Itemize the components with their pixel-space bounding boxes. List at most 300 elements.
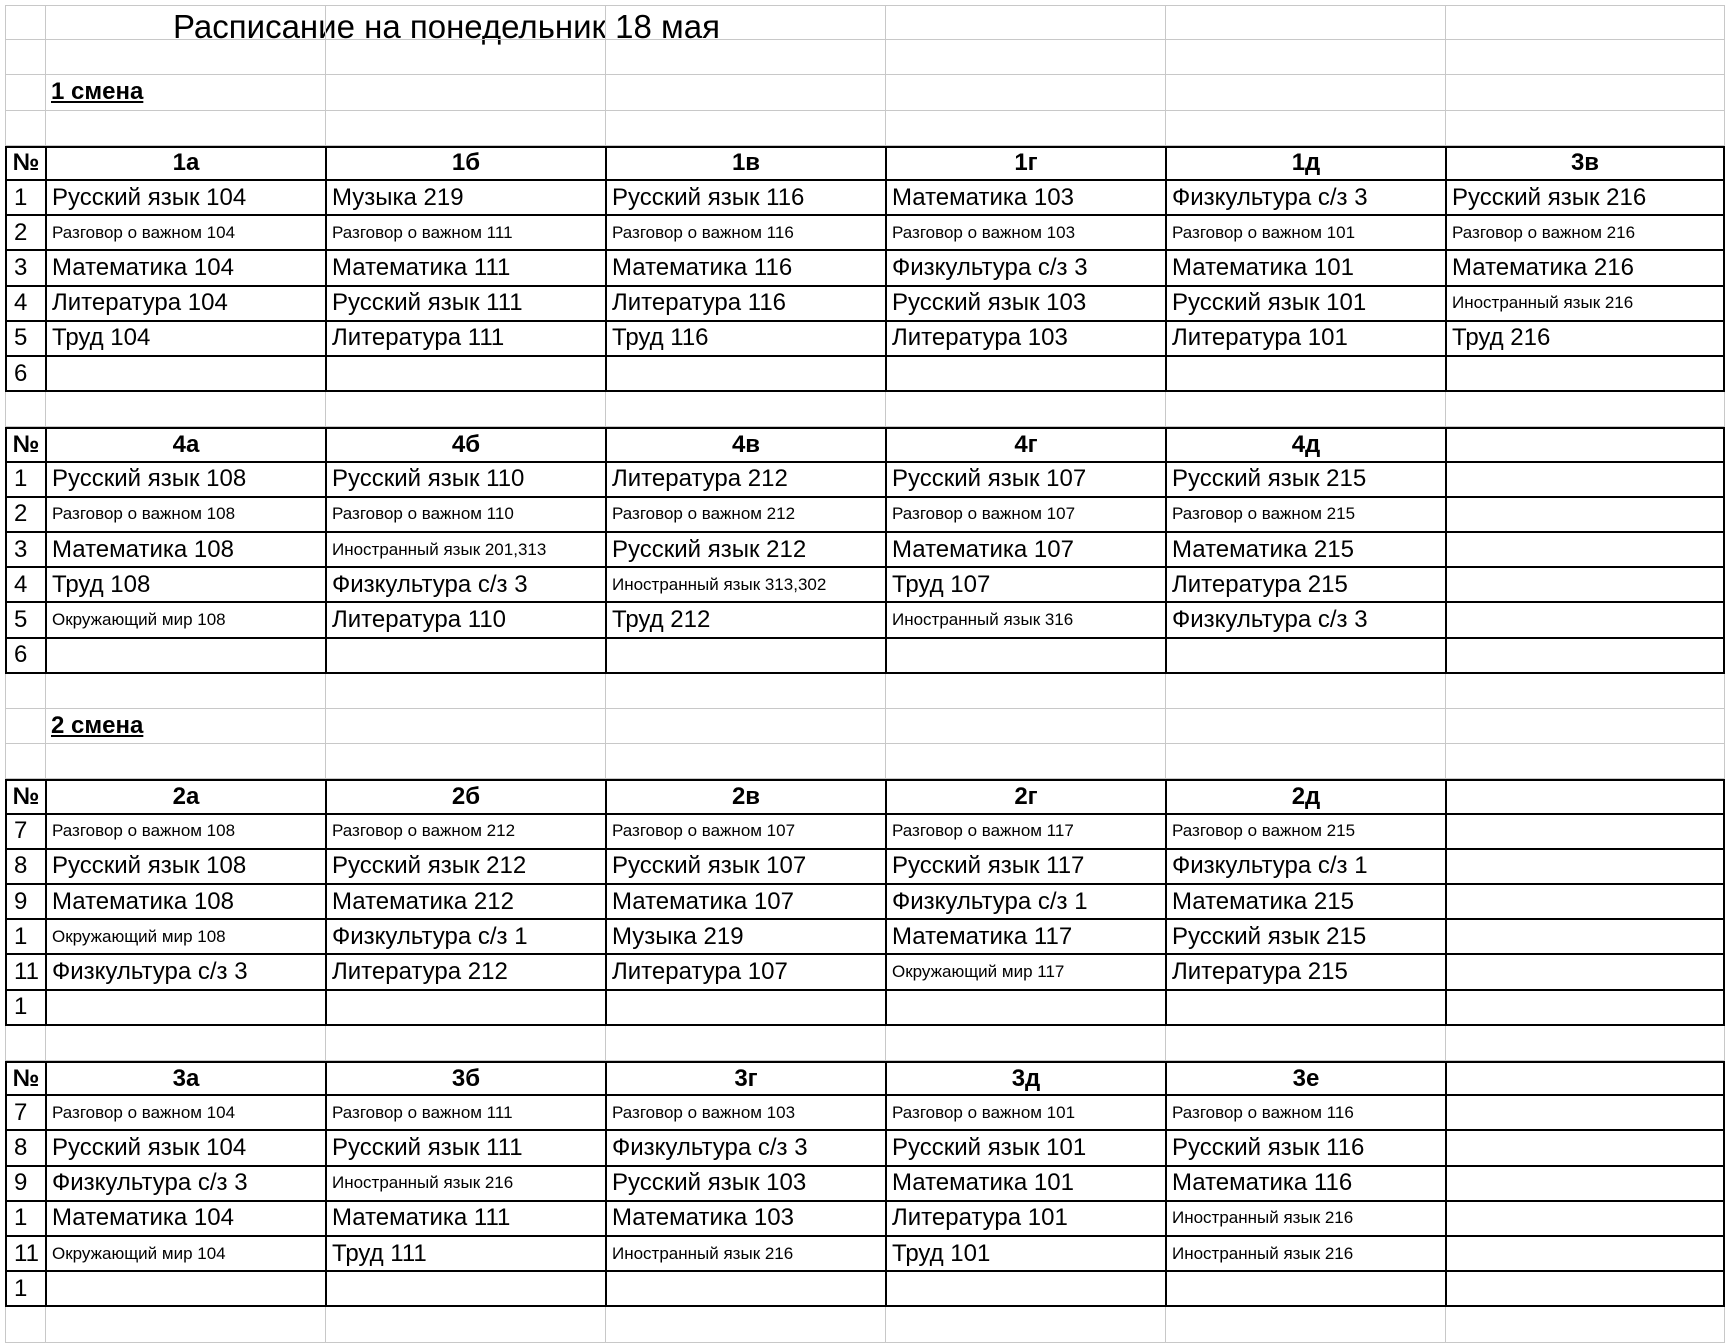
class-header-row [5,427,1725,462]
class-header[interactable]: 1в [605,146,885,181]
class-header[interactable]: 1г [885,146,1165,181]
lesson-cell[interactable]: Литература 110 [325,603,605,638]
lesson-cell[interactable] [45,357,325,392]
empty-cell[interactable] [325,111,605,146]
lesson-cell[interactable]: Математика 101 [1165,251,1445,286]
lesson-cell[interactable] [1445,533,1725,568]
lesson-cell[interactable] [1445,1272,1725,1307]
lesson-cell[interactable]: Русский язык 107 [605,850,885,885]
empty-cell[interactable] [45,744,325,779]
class-header[interactable]: 4г [885,427,1165,462]
lesson-cell[interactable]: Разговор о важном 108 [45,498,325,533]
lesson-cell[interactable]: Иностранный язык 316 [885,603,1165,638]
table-row [5,920,1725,955]
class-header[interactable]: 3г [605,1061,885,1096]
empty-cell[interactable] [1165,392,1445,427]
lesson-cell[interactable]: Математика 111 [325,1202,605,1237]
lesson-cell[interactable]: Русский язык 108 [45,850,325,885]
lesson-cell[interactable]: Русский язык 111 [325,287,605,322]
lesson-cell[interactable]: Разговор о важном 111 [325,1096,605,1131]
lesson-cell[interactable]: Разговор о важном 103 [885,216,1165,251]
empty-cell[interactable] [885,709,1165,744]
class-header[interactable]: 3а [45,1061,325,1096]
lesson-cell[interactable]: Математика 116 [605,251,885,286]
lesson-number[interactable]: 9 [5,885,45,920]
class-header-row [5,1061,1725,1096]
lesson-cell[interactable]: Литература 101 [1165,322,1445,357]
lesson-cell[interactable]: Математика 108 [45,885,325,920]
lesson-cell[interactable] [885,357,1165,392]
empty-cell[interactable] [885,392,1165,427]
lesson-number[interactable]: 8 [5,850,45,885]
lesson-cell[interactable]: Русский язык 103 [885,287,1165,322]
empty-cell[interactable] [885,1026,1165,1061]
lesson-cell[interactable]: Математика 103 [885,181,1165,216]
empty-cell[interactable] [885,744,1165,779]
empty-cell[interactable] [1165,75,1445,110]
empty-cell[interactable] [1445,75,1725,110]
lesson-cell[interactable]: Разговор о важном 117 [885,815,1165,850]
empty-cell[interactable] [5,1307,45,1342]
number-header[interactable]: № [5,779,45,814]
table-row [5,603,1725,638]
lesson-cell[interactable] [1445,357,1725,392]
class-header[interactable]: 3е [1165,1061,1445,1096]
class-header[interactable]: 4а [45,427,325,462]
lesson-cell[interactable]: Математика 215 [1165,885,1445,920]
empty-cell[interactable] [605,674,885,709]
lesson-number[interactable]: 7 [5,1096,45,1131]
lesson-cell[interactable] [1165,639,1445,674]
section-row [5,75,1725,110]
empty-cell[interactable] [605,5,885,40]
lesson-cell[interactable] [1445,1167,1725,1202]
class-header[interactable]: 2а [45,779,325,814]
class-header[interactable]: 1б [325,146,605,181]
lesson-cell[interactable]: Разговор о важном 110 [325,498,605,533]
empty-cell[interactable] [1165,1307,1445,1342]
lesson-cell[interactable] [1445,463,1725,498]
lesson-cell[interactable]: Русский язык 103 [605,1167,885,1202]
lesson-cell[interactable] [325,1272,605,1307]
empty-cell[interactable] [1165,40,1445,75]
empty-cell[interactable] [325,1026,605,1061]
lesson-cell[interactable]: Труд 101 [885,1237,1165,1272]
lesson-cell[interactable]: Русский язык 215 [1165,920,1445,955]
empty-cell[interactable] [605,392,885,427]
lesson-cell[interactable]: Музыка 219 [325,181,605,216]
lesson-number[interactable]: 6 [5,639,45,674]
empty-cell[interactable] [1445,40,1725,75]
empty-cell[interactable] [1165,1026,1445,1061]
lesson-cell[interactable]: Труд 116 [605,322,885,357]
lesson-cell[interactable] [1445,885,1725,920]
class-header[interactable]: 3д [885,1061,1165,1096]
class-header[interactable] [1445,1061,1725,1096]
lesson-cell[interactable] [605,1272,885,1307]
empty-cell[interactable] [605,744,885,779]
empty-cell[interactable] [45,674,325,709]
empty-cell[interactable] [605,1026,885,1061]
lesson-cell[interactable]: Иностранный язык 216 [605,1237,885,1272]
lesson-number[interactable]: 1 [5,991,45,1026]
lesson-cell[interactable] [1165,991,1445,1026]
empty-cell[interactable] [885,40,1165,75]
lesson-cell[interactable] [1445,639,1725,674]
lesson-number[interactable]: 3 [5,251,45,286]
lesson-cell[interactable] [1445,815,1725,850]
empty-cell[interactable] [1445,392,1725,427]
lesson-cell[interactable]: Математика 117 [885,920,1165,955]
lesson-cell[interactable]: Математика 216 [1445,251,1725,286]
lesson-cell[interactable] [1445,1202,1725,1237]
lesson-number[interactable]: 1 [5,920,45,955]
lesson-cell[interactable]: Физкультура с/з 1 [1165,850,1445,885]
empty-cell[interactable] [1165,111,1445,146]
lesson-cell[interactable] [1445,1131,1725,1166]
table-row [5,991,1725,1026]
empty-cell[interactable] [605,709,885,744]
lesson-cell[interactable]: Русский язык 215 [1165,463,1445,498]
empty-cell[interactable] [1445,1026,1725,1061]
empty-cell[interactable] [325,1307,605,1342]
lesson-cell[interactable]: Русский язык 212 [325,850,605,885]
section-label[interactable]: 1 смена [45,75,325,110]
lesson-cell[interactable]: Труд 212 [605,603,885,638]
lesson-cell[interactable]: Разговор о важном 108 [45,815,325,850]
number-header[interactable]: № [5,146,45,181]
empty-cell[interactable] [325,709,605,744]
lesson-cell[interactable]: Иностранный язык 216 [1165,1237,1445,1272]
table-row [5,463,1725,498]
class-header-row [5,146,1725,181]
lesson-cell[interactable]: Литература 212 [605,463,885,498]
lesson-number[interactable]: 1 [5,1272,45,1307]
lesson-cell[interactable] [1445,1096,1725,1131]
blank-row [5,674,1725,709]
lesson-cell[interactable] [605,357,885,392]
lesson-cell[interactable] [1165,1272,1445,1307]
table-row [5,533,1725,568]
table-row [5,815,1725,850]
lesson-cell[interactable]: Математика 116 [1165,1167,1445,1202]
class-header[interactable]: 3б [325,1061,605,1096]
empty-cell[interactable] [325,5,605,40]
lesson-cell[interactable]: Литература 111 [325,322,605,357]
empty-cell[interactable] [5,40,45,75]
lesson-cell[interactable] [325,639,605,674]
lesson-cell[interactable]: Разговор о важном 116 [605,216,885,251]
lesson-cell[interactable] [885,991,1165,1026]
lesson-number[interactable]: 2 [5,498,45,533]
lesson-cell[interactable]: Разговор о важном 103 [605,1096,885,1131]
lesson-cell[interactable] [605,991,885,1026]
lesson-cell[interactable]: Русский язык 104 [45,181,325,216]
lesson-cell[interactable]: Математика 104 [45,1202,325,1237]
lesson-cell[interactable]: Разговор о важном 215 [1165,815,1445,850]
lesson-cell[interactable]: Математика 104 [45,251,325,286]
lesson-cell[interactable]: Физкультура с/з 3 [605,1131,885,1166]
blank-row [5,111,1725,146]
empty-cell[interactable] [1445,709,1725,744]
lesson-cell[interactable]: Иностранный язык 201,313 [325,533,605,568]
lesson-cell[interactable]: Математика 103 [605,1202,885,1237]
empty-cell[interactable] [885,674,1165,709]
lesson-number[interactable]: 5 [5,322,45,357]
lesson-cell[interactable]: Труд 104 [45,322,325,357]
lesson-cell[interactable]: Разговор о важном 212 [605,498,885,533]
empty-cell[interactable] [605,75,885,110]
lesson-cell[interactable]: Математика 212 [325,885,605,920]
table-row [5,1131,1725,1166]
lesson-cell[interactable]: Литература 116 [605,287,885,322]
lesson-cell[interactable] [1445,920,1725,955]
blank-row [5,1026,1725,1061]
lesson-number[interactable]: 3 [5,533,45,568]
blank-row [5,392,1725,427]
lesson-cell[interactable]: Труд 216 [1445,322,1725,357]
class-header[interactable]: 4д [1165,427,1445,462]
lesson-cell[interactable]: Математика 111 [325,251,605,286]
empty-cell[interactable] [1445,744,1725,779]
lesson-number[interactable]: 1 [5,181,45,216]
lesson-cell[interactable] [1445,955,1725,990]
lesson-cell[interactable]: Русский язык 111 [325,1131,605,1166]
lesson-cell[interactable]: Окружающий мир 108 [45,920,325,955]
empty-cell[interactable] [5,111,45,146]
empty-cell[interactable] [45,392,325,427]
lesson-number[interactable]: 7 [5,815,45,850]
lesson-cell[interactable]: Разговор о важном 107 [885,498,1165,533]
lesson-cell[interactable]: Математика 107 [885,533,1165,568]
empty-cell[interactable] [45,5,325,40]
class-header[interactable]: 3в [1445,146,1725,181]
empty-cell[interactable] [5,744,45,779]
empty-cell[interactable] [325,392,605,427]
class-header[interactable] [1445,427,1725,462]
empty-cell[interactable] [325,744,605,779]
table-row [5,1272,1725,1307]
lesson-cell[interactable]: Русский язык 110 [325,463,605,498]
lesson-cell[interactable] [45,1272,325,1307]
number-header[interactable]: № [5,427,45,462]
lesson-number[interactable]: 5 [5,603,45,638]
empty-cell[interactable] [885,1307,1165,1342]
number-header[interactable]: № [5,1061,45,1096]
empty-cell[interactable] [5,674,45,709]
lesson-number[interactable]: 1 [5,1202,45,1237]
table-row [5,1167,1725,1202]
lesson-cell[interactable] [1445,603,1725,638]
table-row [5,287,1725,322]
lesson-number[interactable]: 9 [5,1167,45,1202]
empty-cell[interactable] [605,1307,885,1342]
lesson-cell[interactable] [1165,357,1445,392]
class-header[interactable] [1445,779,1725,814]
table-row [5,850,1725,885]
lesson-number[interactable]: 11 [5,955,45,990]
class-header-row [5,779,1725,814]
empty-cell[interactable] [45,1026,325,1061]
class-header[interactable]: 2в [605,779,885,814]
lesson-cell[interactable]: Разговор о важном 107 [605,815,885,850]
lesson-cell[interactable]: Физкультура с/з 1 [325,920,605,955]
lesson-cell[interactable]: Физкультура с/з 3 [1165,603,1445,638]
empty-cell[interactable] [45,111,325,146]
table-row [5,639,1725,674]
lesson-cell[interactable]: Литература 107 [605,955,885,990]
lesson-cell[interactable] [1445,1237,1725,1272]
title-row [5,5,1725,40]
lesson-cell[interactable]: Окружающий мир 104 [45,1237,325,1272]
lesson-cell[interactable]: Разговор о важном 101 [1165,216,1445,251]
lesson-cell[interactable]: Литература 101 [885,1202,1165,1237]
table-row [5,216,1725,251]
lesson-cell[interactable]: Математика 101 [885,1167,1165,1202]
lesson-cell[interactable]: Разговор о важном 111 [325,216,605,251]
section-row [5,709,1725,744]
table-row [5,885,1725,920]
empty-cell[interactable] [5,5,45,40]
blank-row [5,744,1725,779]
lesson-cell[interactable]: Иностранный язык 216 [1445,287,1725,322]
lesson-cell[interactable] [1445,568,1725,603]
lesson-cell[interactable]: Разговор о важном 216 [1445,216,1725,251]
empty-cell[interactable] [605,111,885,146]
empty-cell[interactable] [885,75,1165,110]
lesson-cell[interactable] [325,991,605,1026]
empty-cell[interactable] [1165,674,1445,709]
lesson-number[interactable]: 2 [5,216,45,251]
lesson-cell[interactable]: Литература 104 [45,287,325,322]
section-label[interactable]: 2 смена [45,709,325,744]
table-row [5,357,1725,392]
empty-cell[interactable] [325,40,605,75]
empty-cell[interactable] [325,674,605,709]
lesson-number[interactable]: 6 [5,357,45,392]
empty-cell[interactable] [1165,709,1445,744]
lesson-cell[interactable]: Математика 107 [605,885,885,920]
lesson-cell[interactable] [1445,498,1725,533]
lesson-cell[interactable]: Труд 108 [45,568,325,603]
lesson-cell[interactable]: Литература 103 [885,322,1165,357]
lesson-cell[interactable]: Физкультура с/з 1 [885,885,1165,920]
empty-cell[interactable] [885,111,1165,146]
lesson-cell[interactable]: Физкультура с/з 3 [1165,181,1445,216]
lesson-cell[interactable]: Иностранный язык 216 [325,1167,605,1202]
empty-cell[interactable] [605,40,885,75]
lesson-cell[interactable]: Литература 215 [1165,955,1445,990]
lesson-cell[interactable] [45,639,325,674]
lesson-number[interactable]: 1 [5,463,45,498]
lesson-cell[interactable]: Разговор о важном 104 [45,1096,325,1131]
lesson-cell[interactable]: Труд 111 [325,1237,605,1272]
lesson-cell[interactable] [325,357,605,392]
lesson-cell[interactable]: Математика 108 [45,533,325,568]
lesson-cell[interactable]: Русский язык 216 [1445,181,1725,216]
empty-cell[interactable] [1445,674,1725,709]
lesson-cell[interactable]: Физкультура с/з 3 [45,955,325,990]
lesson-cell[interactable]: Математика 215 [1165,533,1445,568]
lesson-number[interactable]: 8 [5,1131,45,1166]
empty-cell[interactable] [1445,111,1725,146]
lesson-cell[interactable]: Труд 107 [885,568,1165,603]
lesson-cell[interactable]: Разговор о важном 101 [885,1096,1165,1131]
lesson-cell[interactable]: Физкультура с/з 3 [885,251,1165,286]
lesson-cell[interactable] [885,1272,1165,1307]
table-row [5,251,1725,286]
table-row [5,955,1725,990]
class-header[interactable]: 2г [885,779,1165,814]
lesson-cell[interactable] [45,991,325,1026]
lesson-cell[interactable]: Музыка 219 [605,920,885,955]
lesson-cell[interactable]: Разговор о важном 215 [1165,498,1445,533]
empty-cell[interactable] [5,1026,45,1061]
empty-cell[interactable] [1165,5,1445,40]
empty-cell[interactable] [885,5,1165,40]
table-row [5,1096,1725,1131]
lesson-cell[interactable]: Русский язык 101 [885,1131,1165,1166]
lesson-number[interactable]: 4 [5,568,45,603]
lesson-cell[interactable]: Русский язык 116 [1165,1131,1445,1166]
class-header[interactable]: 1а [45,146,325,181]
lesson-cell[interactable]: Русский язык 117 [885,850,1165,885]
lesson-cell[interactable] [605,639,885,674]
lesson-cell[interactable]: Литература 215 [1165,568,1445,603]
lesson-number[interactable]: 4 [5,287,45,322]
class-header[interactable]: 2б [325,779,605,814]
empty-cell[interactable] [1165,744,1445,779]
table-row [5,568,1725,603]
lesson-number[interactable]: 11 [5,1237,45,1272]
class-header[interactable]: 1д [1165,146,1445,181]
empty-cell[interactable] [325,75,605,110]
blank-row [5,40,1725,75]
empty-cell[interactable] [5,392,45,427]
lesson-cell[interactable]: Разговор о важном 116 [1165,1096,1445,1131]
empty-cell[interactable] [45,40,325,75]
lesson-cell[interactable]: Русский язык 116 [605,181,885,216]
lesson-cell[interactable] [1445,991,1725,1026]
empty-cell[interactable] [5,75,45,110]
lesson-cell[interactable]: Иностранный язык 313,302 [605,568,885,603]
class-header[interactable]: 4б [325,427,605,462]
empty-cell[interactable] [1445,5,1725,40]
lesson-cell[interactable]: Окружающий мир 108 [45,603,325,638]
lesson-cell[interactable]: Иностранный язык 216 [1165,1202,1445,1237]
lesson-cell[interactable]: Литература 212 [325,955,605,990]
lesson-cell[interactable]: Русский язык 108 [45,463,325,498]
lesson-cell[interactable]: Разговор о важном 104 [45,216,325,251]
lesson-cell[interactable]: Русский язык 101 [1165,287,1445,322]
lesson-cell[interactable] [885,639,1165,674]
lesson-cell[interactable]: Окружающий мир 117 [885,955,1165,990]
lesson-cell[interactable]: Физкультура с/з 3 [45,1167,325,1202]
lesson-cell[interactable]: Русский язык 107 [885,463,1165,498]
class-header[interactable]: 4в [605,427,885,462]
empty-cell[interactable] [45,1307,325,1342]
lesson-cell[interactable] [1445,850,1725,885]
lesson-cell[interactable]: Русский язык 212 [605,533,885,568]
empty-cell[interactable] [5,709,45,744]
lesson-cell[interactable]: Разговор о важном 212 [325,815,605,850]
table-row [5,181,1725,216]
lesson-cell[interactable]: Русский язык 104 [45,1131,325,1166]
lesson-cell[interactable]: Физкультура с/з 3 [325,568,605,603]
empty-cell[interactable] [1445,1307,1725,1342]
class-header[interactable]: 2д [1165,779,1445,814]
table-row [5,1202,1725,1237]
